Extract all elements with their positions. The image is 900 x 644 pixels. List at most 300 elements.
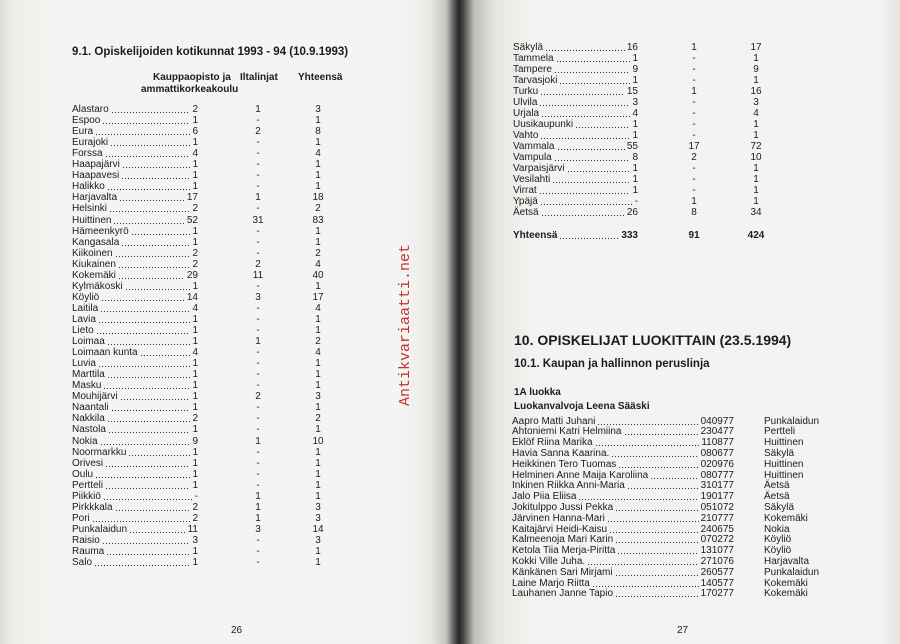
- leader-dots: [540, 196, 633, 207]
- evening-count: 2: [691, 151, 697, 163]
- leader-dots: [122, 159, 191, 170]
- total-count: 1: [315, 457, 321, 469]
- evening-count: -: [256, 247, 260, 259]
- municipality-name: Uusikaupunki: [513, 118, 574, 130]
- evening-count: -: [256, 203, 260, 215]
- evening-count: 91: [688, 230, 700, 241]
- student-hometown: Säkylä: [764, 447, 795, 459]
- column-header-evening: Iltalinjat: [240, 72, 278, 83]
- total-count: 1: [315, 557, 321, 569]
- leader-dots: [100, 436, 191, 447]
- student-label-cell: [512, 491, 734, 502]
- college-count: 1: [192, 280, 198, 292]
- row-label-cell: [72, 380, 198, 391]
- student-code: 110877: [701, 437, 734, 449]
- leader-dots: [105, 480, 190, 491]
- row-label-cell: [72, 347, 198, 358]
- total-count: 1: [315, 546, 321, 557]
- table-title: 9.1. Opiskelijoiden kotikunnat 1993 - 94 (10.9.1993): [72, 46, 349, 58]
- leader-dots: [554, 64, 631, 75]
- evening-count: -: [256, 380, 260, 392]
- evening-count: -: [256, 402, 260, 414]
- total-count: 4: [315, 347, 321, 359]
- column-header-college-line2: ammattikorkeakoulu: [141, 84, 239, 95]
- college-count: 1: [192, 402, 198, 414]
- student-code: 020976: [700, 458, 734, 470]
- leader-dots: [539, 185, 631, 196]
- college-count: 4: [192, 347, 198, 359]
- college-count: 17: [186, 192, 198, 204]
- class-name: 1A luokka: [514, 387, 561, 398]
- leader-dots: [539, 97, 630, 108]
- column-header-college: Kauppaopisto ja: [153, 72, 231, 83]
- row-label-cell: [513, 185, 638, 196]
- row-label-cell: [72, 270, 198, 281]
- leader-dots: [103, 491, 193, 502]
- student-code: 170277: [700, 588, 734, 600]
- page-number-right: 27: [677, 625, 689, 636]
- row-label-cell: [72, 391, 198, 402]
- student-code: 240675: [700, 523, 734, 535]
- total-count: 4: [753, 107, 759, 119]
- evening-count: -: [256, 457, 260, 469]
- total-count: 2: [315, 203, 321, 215]
- leader-dots: [121, 170, 190, 181]
- leader-dots: [131, 226, 191, 237]
- student-name: Kaitajärvi Heidi-Kaisu: [512, 523, 608, 535]
- row-label-cell: [72, 159, 198, 170]
- student-code: 080677: [700, 447, 734, 459]
- municipality-name: Mouhijärvi: [72, 391, 118, 403]
- row-label-cell: [72, 226, 198, 237]
- college-count: 2: [192, 413, 198, 425]
- student-name: Känkänen Sari Mirjami: [512, 566, 613, 578]
- municipality-name: Orivesi: [72, 457, 104, 469]
- total-count: 1: [315, 446, 321, 458]
- evening-count: -: [256, 115, 260, 127]
- college-count: 3: [192, 534, 198, 546]
- college-count: 1: [192, 446, 198, 458]
- evening-count: -: [256, 347, 260, 359]
- leader-dots: [110, 137, 190, 148]
- row-label-cell: [513, 207, 638, 218]
- evening-count: 11: [252, 269, 264, 281]
- municipality-name: Raisio: [72, 534, 100, 546]
- total-count: 1: [315, 181, 321, 193]
- evening-count: -: [256, 280, 260, 292]
- college-count: 1: [632, 173, 638, 185]
- total-count: 17: [312, 291, 324, 303]
- municipality-name: Kiikoinen: [72, 247, 113, 259]
- evening-count: -: [256, 413, 260, 425]
- row-label-cell: [72, 237, 198, 248]
- leader-dots: [120, 391, 191, 402]
- row-label-cell: [72, 203, 198, 214]
- leader-dots: [105, 458, 190, 469]
- college-count: 1: [192, 380, 198, 392]
- total-count: 1: [753, 52, 759, 64]
- row-label-cell: [513, 75, 638, 86]
- total-count: 9: [753, 63, 759, 75]
- evening-count: 17: [688, 140, 700, 152]
- leader-dots: [128, 447, 190, 458]
- municipality-name: Kangasala: [72, 236, 120, 248]
- evening-count: -: [692, 74, 696, 86]
- total-count: 3: [315, 501, 321, 513]
- evening-count: -: [256, 325, 260, 336]
- row-label-cell: [72, 325, 198, 336]
- student-hometown: Pertteli: [764, 426, 796, 438]
- leader-dots: [101, 292, 185, 303]
- leader-dots: [108, 424, 191, 435]
- college-count: 1: [632, 118, 638, 130]
- evening-count: -: [256, 236, 260, 248]
- leader-dots: [125, 281, 191, 292]
- row-label-cell: [72, 358, 198, 369]
- student-name: Heikkinen Tero Tuomas: [512, 458, 617, 470]
- page-number-left: 26: [231, 625, 243, 636]
- row-label-cell: [72, 424, 198, 435]
- student-label-cell: [512, 534, 734, 545]
- leader-dots: [618, 459, 698, 470]
- student-name: Helminen Anne Maija Karoliina: [512, 469, 649, 481]
- municipality-name: Huittinen: [72, 214, 112, 226]
- leader-dots: [552, 174, 630, 185]
- row-label-cell: [72, 170, 198, 181]
- student-code: 230477: [700, 426, 734, 438]
- row-label-cell: [513, 130, 638, 141]
- student-hometown: Punkalaidun: [764, 566, 820, 578]
- row-label-cell: [72, 192, 198, 203]
- student-name: Laine Marjo Riitta: [512, 577, 590, 589]
- college-count: 6: [192, 126, 198, 138]
- municipality-name: Helsinki: [72, 203, 108, 215]
- student-hometown: Säkylä: [764, 501, 795, 513]
- total-count: 1: [315, 479, 321, 491]
- student-label-cell: [512, 588, 734, 599]
- evening-count: -: [256, 358, 260, 370]
- municipality-name: Tampere: [513, 63, 552, 75]
- municipality-name: Masku: [72, 380, 102, 392]
- college-count: 1: [192, 159, 198, 171]
- row-label-cell: [72, 524, 198, 535]
- evening-count: 1: [691, 85, 697, 97]
- college-count: 1: [192, 336, 198, 348]
- row-label-cell: [72, 281, 198, 292]
- total-count: 4: [315, 258, 321, 270]
- leader-dots: [627, 480, 699, 491]
- leader-dots: [567, 163, 631, 174]
- total-count: 4: [315, 148, 321, 160]
- college-count: 11: [187, 523, 198, 535]
- row-label-cell: [72, 480, 198, 491]
- municipality-name: Pertteli: [72, 479, 104, 491]
- total-count: 424: [747, 230, 765, 241]
- evening-count: -: [256, 181, 260, 193]
- student-code: 051072: [700, 501, 734, 513]
- row-label-cell: [72, 535, 198, 546]
- leader-dots: [118, 270, 185, 281]
- evening-count: -: [256, 534, 260, 546]
- total-count: 3: [753, 96, 759, 108]
- evening-count: 1: [255, 512, 261, 524]
- row-label-cell: [72, 469, 198, 480]
- leader-dots: [617, 545, 698, 556]
- student-name: Ketola Tiia Merja-Piritta: [512, 545, 616, 557]
- leader-dots: [609, 524, 699, 535]
- college-count: 1: [192, 115, 198, 127]
- college-count: 29: [186, 269, 198, 281]
- student-label-cell: [512, 448, 734, 459]
- college-count: 2: [192, 258, 198, 270]
- college-count: -: [194, 490, 198, 502]
- total-count: 1: [315, 137, 321, 149]
- student-name: Eklöf Riina Marika: [512, 437, 593, 449]
- row-label-cell: [72, 148, 198, 159]
- evening-count: 1: [255, 490, 261, 502]
- evening-count: 1: [691, 41, 697, 53]
- evening-count: 2: [255, 126, 261, 138]
- evening-count: -: [256, 159, 260, 171]
- municipality-name: Äetsä: [513, 206, 539, 218]
- municipality-name: Luvia: [72, 358, 96, 370]
- student-label-cell: [512, 416, 734, 427]
- college-count: 4: [192, 302, 198, 314]
- college-count: 2: [192, 247, 198, 259]
- row-label-cell: [72, 369, 198, 380]
- college-count: 1: [192, 225, 198, 237]
- student-code: 190177: [700, 491, 734, 503]
- total-count: 1: [753, 74, 759, 86]
- total-count: 72: [750, 140, 762, 152]
- total-count: 1: [315, 468, 321, 480]
- leader-dots: [559, 230, 619, 241]
- row-label-cell: [72, 458, 198, 469]
- student-hometown: Huittinen: [764, 469, 804, 481]
- total-count: 2: [315, 413, 321, 425]
- total-count: 1: [315, 115, 321, 127]
- total-count: 1: [753, 173, 759, 185]
- evening-count: 1: [255, 501, 261, 513]
- student-name: Aapro Matti Juhani: [512, 415, 596, 427]
- municipality-name: Noormarkku: [72, 446, 127, 458]
- total-count: 3: [315, 104, 321, 115]
- student-label-cell: [512, 480, 734, 491]
- municipality-name: Haapavesi: [72, 170, 120, 182]
- evening-count: -: [256, 313, 260, 325]
- total-count: 3: [315, 534, 321, 546]
- student-name: Lauhanen Janne Tapio: [512, 588, 614, 600]
- row-label-cell: [513, 53, 638, 64]
- student-label-cell: [512, 459, 734, 470]
- leader-dots: [650, 470, 698, 481]
- student-hometown: Köyliö: [764, 545, 792, 557]
- row-label-cell: [513, 141, 638, 152]
- leader-dots: [94, 557, 190, 568]
- leader-dots: [113, 215, 184, 226]
- row-label-cell: [72, 436, 198, 447]
- municipality-name: Piikkiö: [72, 490, 101, 502]
- evening-count: 1: [255, 435, 261, 447]
- municipality-name: Ypäjä: [513, 195, 538, 207]
- municipality-name: Vesilahti: [513, 173, 551, 185]
- municipality-name: Nastola: [72, 424, 106, 436]
- college-count: 1: [192, 391, 198, 403]
- evening-count: 2: [255, 258, 261, 270]
- student-code: 260577: [700, 566, 734, 578]
- college-count: 1: [192, 457, 198, 469]
- total-count: 1: [315, 236, 321, 248]
- college-count: 1: [192, 325, 198, 336]
- college-count: 1: [192, 358, 198, 370]
- total-count: 2: [315, 247, 321, 259]
- college-count: 52: [186, 214, 198, 226]
- student-hometown: Äetsä: [764, 491, 790, 503]
- municipality-name: Forssa: [72, 148, 103, 160]
- municipality-name: Pirkkkala: [72, 501, 113, 513]
- evening-count: -: [692, 52, 696, 64]
- total-count: 1: [753, 195, 759, 207]
- row-label-cell: [72, 181, 198, 192]
- row-label-cell: [72, 502, 198, 513]
- leader-dots: [119, 192, 185, 203]
- evening-count: 1: [255, 336, 261, 348]
- student-label-cell: [512, 524, 734, 535]
- municipality-name: Rauma: [72, 546, 105, 557]
- leader-dots: [541, 108, 630, 119]
- total-count: 1: [315, 313, 321, 325]
- student-hometown: Huittinen: [764, 458, 804, 470]
- student-hometown: Huittinen: [764, 437, 804, 449]
- total-count: 1: [753, 184, 759, 196]
- row-label-cell: [72, 491, 198, 502]
- evening-count: -: [256, 225, 260, 237]
- student-hometown: Äetsä: [764, 480, 790, 492]
- college-count: 9: [632, 63, 638, 75]
- municipality-name: Alastaro: [72, 104, 109, 115]
- student-code: 131077: [700, 545, 734, 557]
- student-name: Ahtoniemi Katri Helmiina: [512, 426, 622, 438]
- row-label-cell: [72, 513, 198, 524]
- student-hometown: Nokia: [764, 523, 790, 535]
- evening-count: -: [692, 96, 696, 108]
- leader-dots: [597, 416, 698, 427]
- evening-count: -: [256, 546, 260, 557]
- leader-dots: [95, 126, 190, 137]
- municipality-name: Virrat: [513, 184, 537, 196]
- municipality-name: Oulu: [72, 468, 94, 480]
- municipality-name: Loimaan kunta: [72, 347, 138, 359]
- row-label-cell: [513, 230, 638, 241]
- student-name: Jokitulppo Jussi Pekka: [512, 501, 614, 513]
- evening-count: -: [692, 129, 696, 141]
- municipality-name: Turku: [513, 85, 539, 97]
- leader-dots: [559, 75, 630, 86]
- total-count: 1: [315, 170, 321, 182]
- row-label-cell: [513, 108, 638, 119]
- student-name: Havia Sanna Kaarina.: [512, 447, 610, 459]
- leader-dots: [98, 358, 191, 369]
- total-count: 1: [315, 402, 321, 414]
- leader-dots: [111, 402, 191, 413]
- student-hometown: Harjavalta: [764, 555, 810, 567]
- municipality-name: Varpaisjärvi: [513, 162, 565, 174]
- total-count: 1: [315, 380, 321, 392]
- total-count: 2: [315, 336, 321, 348]
- row-label-cell: [513, 196, 638, 207]
- municipality-name: Harjavalta: [72, 192, 118, 204]
- row-label-cell: [72, 336, 198, 347]
- leader-dots: [121, 237, 190, 248]
- student-label-cell: [512, 578, 734, 589]
- row-label-cell: [72, 413, 198, 424]
- leader-dots: [107, 336, 191, 347]
- municipality-name: Laitila: [72, 302, 99, 314]
- municipality-name: Säkylä: [513, 41, 544, 53]
- subsection-title: 10.1. Kaupan ja hallinnon peruslinja: [514, 358, 710, 370]
- college-count: 333: [621, 230, 638, 241]
- municipality-name: Lavia: [72, 313, 96, 325]
- total-count: 1: [315, 325, 321, 336]
- row-label-cell: [72, 314, 198, 325]
- total-count: 8: [315, 126, 321, 138]
- municipality-name: Pori: [72, 512, 90, 524]
- row-label-cell: [513, 86, 638, 97]
- row-label-cell: [72, 137, 198, 148]
- student-label-cell: [512, 567, 734, 578]
- college-count: 1: [192, 137, 198, 149]
- row-label-cell: [72, 115, 198, 126]
- student-code: 210777: [700, 512, 734, 524]
- leader-dots: [557, 141, 625, 152]
- total-count: 1: [315, 369, 321, 381]
- college-count: 9: [192, 435, 198, 447]
- leader-dots: [107, 181, 191, 192]
- total-count: 1: [315, 424, 321, 436]
- college-count: 1: [192, 557, 198, 569]
- leader-dots: [118, 259, 191, 270]
- evening-count: -: [692, 63, 696, 75]
- municipality-name: Hämeenkyrö: [72, 225, 129, 237]
- evening-count: 31: [252, 214, 264, 226]
- leader-dots: [106, 546, 190, 557]
- evening-count: 3: [255, 523, 261, 535]
- college-count: 14: [186, 291, 198, 303]
- total-count: 40: [312, 269, 324, 281]
- municipality-name: Kiukainen: [72, 258, 116, 270]
- total-count: 34: [750, 206, 762, 218]
- college-count: 3: [632, 96, 638, 108]
- municipality-name: Kylmäkoski: [72, 280, 123, 292]
- student-label-cell: [512, 545, 734, 556]
- leader-dots: [100, 303, 190, 314]
- leader-dots: [587, 556, 698, 567]
- municipality-name: Kokemäki: [72, 269, 116, 281]
- total-count: 1: [753, 129, 759, 141]
- student-hometown: Kokemäki: [764, 588, 808, 600]
- total-count: 16: [750, 85, 762, 97]
- row-label-cell: [72, 215, 198, 226]
- row-label-cell: [72, 557, 198, 568]
- row-label-cell: [72, 402, 198, 413]
- total-count: 1: [315, 225, 321, 237]
- evening-count: 1: [255, 104, 261, 115]
- evening-count: -: [256, 170, 260, 182]
- leader-dots: [554, 152, 631, 163]
- row-label-cell: [72, 248, 198, 259]
- college-count: 1: [192, 369, 198, 381]
- student-label-cell: [512, 470, 734, 481]
